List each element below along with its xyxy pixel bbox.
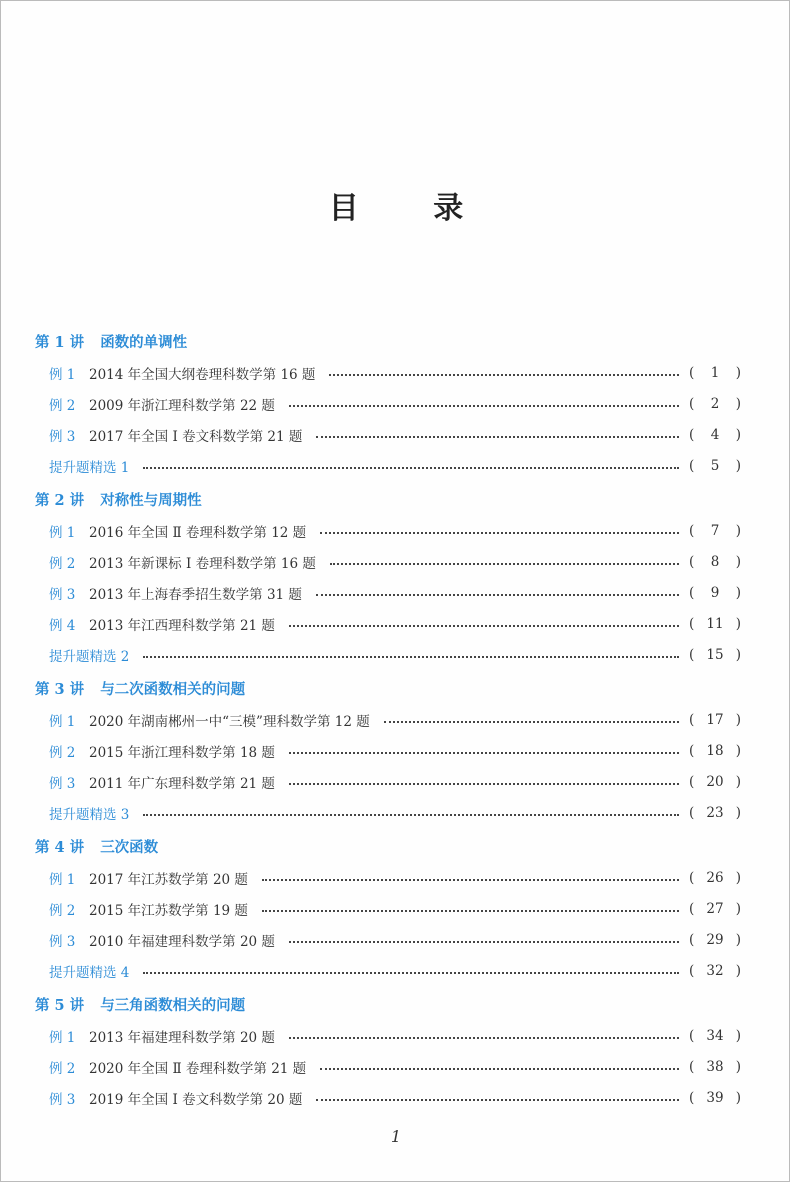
entry-title: 2015 年浙江理科数学第 18 题 [89, 745, 275, 761]
entry-page [689, 647, 741, 663]
chapter-number: 第 3 讲 [35, 681, 85, 698]
entry-page [689, 774, 741, 790]
paren-close: ) [735, 774, 741, 790]
entry-title: 2010 年福建理科数学第 20 题 [89, 934, 275, 950]
toc-entry-example[interactable] [49, 741, 741, 761]
page-ref: 27 [706, 901, 724, 917]
paren-close: ) [735, 523, 741, 539]
page-ref: 4 [710, 427, 720, 443]
dot-leader [289, 624, 679, 627]
entry-page [689, 458, 741, 474]
chapter-name: 与二次函数相关的问题 [100, 681, 246, 698]
page-ref: 26 [706, 870, 724, 886]
toc-entry-example[interactable] [49, 394, 741, 414]
toc-entry-example[interactable] [49, 552, 741, 572]
page-ref: 7 [710, 523, 720, 539]
chapter-name: 对称性与周期性 [100, 492, 202, 509]
entry-title: 提升题精选 1 [49, 460, 130, 476]
dot-leader [384, 720, 679, 723]
paren-open: ( [689, 1028, 695, 1044]
chapter-number: 第 5 讲 [35, 997, 85, 1014]
page-ref: 15 [706, 647, 724, 663]
entry-title: 2009 年浙江理科数学第 22 题 [89, 398, 275, 414]
entry-page [689, 805, 741, 821]
dot-leader [143, 813, 679, 816]
chapter-number: 第 4 讲 [35, 839, 85, 856]
toc-entry-example[interactable] [49, 1026, 741, 1046]
page-ref: 39 [706, 1090, 724, 1106]
toc-entry-example[interactable] [49, 1088, 741, 1108]
dot-leader [316, 593, 679, 596]
toc-entry-example[interactable] [49, 363, 741, 383]
entry-title: 2013 年上海春季招生数学第 31 题 [89, 587, 302, 603]
entry-title: 2019 年全国 Ⅰ 卷文科数学第 20 题 [89, 1092, 303, 1108]
paren-open: ( [689, 932, 695, 948]
entry-title: 2016 年全国 Ⅱ 卷理科数学第 12 题 [89, 525, 307, 541]
example-label: 例 1 [49, 1030, 76, 1046]
dot-leader [262, 909, 679, 912]
paren-open: ( [689, 458, 695, 474]
paren-close: ) [735, 712, 741, 728]
paren-close: ) [735, 365, 741, 381]
dot-leader [143, 655, 679, 658]
paren-close: ) [735, 616, 741, 632]
page-ref: 9 [710, 585, 720, 601]
paren-open: ( [689, 743, 695, 759]
entry-page [689, 932, 741, 948]
chapter-heading [35, 489, 202, 510]
paren-open: ( [689, 870, 695, 886]
example-label: 例 3 [49, 1092, 76, 1108]
example-label: 例 3 [49, 587, 76, 603]
paren-open: ( [689, 616, 695, 632]
example-label: 例 2 [49, 556, 76, 572]
entry-page [689, 365, 741, 381]
toc-entry-example[interactable] [49, 425, 741, 445]
dot-leader [316, 1098, 679, 1101]
paren-close: ) [735, 647, 741, 663]
entry-page [689, 396, 741, 412]
toc-entry-example[interactable] [49, 899, 741, 919]
toc-entry-example[interactable] [49, 930, 741, 950]
entry-title: 2017 年全国 Ⅰ 卷文科数学第 21 题 [89, 429, 303, 445]
page-ref: 1 [710, 365, 720, 381]
page-ref: 34 [706, 1028, 724, 1044]
page-ref: 2 [710, 396, 720, 412]
toc-entry-example[interactable] [49, 614, 741, 634]
dot-leader [289, 1036, 679, 1039]
entry-page [689, 1059, 741, 1075]
entry-title: 2020 年全国 Ⅱ 卷理科数学第 21 题 [89, 1061, 307, 1077]
entry-title: 2014 年全国大纲卷理科数学第 16 题 [89, 367, 316, 383]
chapter-heading [35, 836, 158, 857]
entry-page [689, 427, 741, 443]
paren-close: ) [735, 963, 741, 979]
entry-title: 2011 年广东理科数学第 21 题 [89, 776, 275, 792]
dot-leader [143, 971, 679, 974]
toc-entry-practice[interactable] [49, 456, 741, 476]
dot-leader [289, 782, 679, 785]
paren-close: ) [735, 458, 741, 474]
entry-title: 2020 年湖南郴州一中“三模”理科数学第 12 题 [89, 714, 370, 730]
toc-entry-example[interactable] [49, 868, 741, 888]
page-ref: 18 [706, 743, 724, 759]
paren-open: ( [689, 712, 695, 728]
example-label: 例 2 [49, 1061, 76, 1077]
example-label: 例 3 [49, 429, 76, 445]
page-ref: 38 [706, 1059, 724, 1075]
paren-open: ( [689, 1090, 695, 1106]
example-label: 例 1 [49, 525, 76, 541]
toc-entry-example[interactable] [49, 772, 741, 792]
dot-leader [316, 435, 679, 438]
chapter-heading [35, 331, 187, 352]
paren-close: ) [735, 1090, 741, 1106]
toc-entry-example[interactable] [49, 521, 741, 541]
paren-close: ) [735, 743, 741, 759]
example-label: 例 4 [49, 618, 76, 634]
example-label: 例 2 [49, 398, 76, 414]
entry-page [689, 554, 741, 570]
entry-page [689, 963, 741, 979]
dot-leader [289, 940, 679, 943]
example-label: 例 1 [49, 872, 76, 888]
paren-open: ( [689, 396, 695, 412]
entry-page [689, 1090, 741, 1106]
toc-entry-practice[interactable] [49, 961, 741, 981]
entry-title: 提升题精选 4 [49, 965, 130, 981]
example-label: 例 2 [49, 903, 76, 919]
paren-close: ) [735, 585, 741, 601]
entry-page [689, 870, 741, 886]
entry-title: 2013 年福建理科数学第 20 题 [89, 1030, 275, 1046]
page-ref: 32 [706, 963, 724, 979]
page-ref: 23 [706, 805, 724, 821]
paren-close: ) [735, 805, 741, 821]
entry-title: 2013 年江西理科数学第 21 题 [89, 618, 275, 634]
toc-entry-practice[interactable] [49, 645, 741, 665]
entry-title: 2015 年江苏数学第 19 题 [89, 903, 248, 919]
chapter-name: 与三角函数相关的问题 [100, 997, 246, 1014]
page-ref: 20 [706, 774, 724, 790]
toc-entry-practice[interactable] [49, 803, 741, 823]
example-label: 例 3 [49, 776, 76, 792]
paren-open: ( [689, 647, 695, 663]
chapter-name: 函数的单调性 [100, 334, 188, 351]
chapter-heading [35, 678, 245, 699]
paren-close: ) [735, 554, 741, 570]
page-number: 1 [390, 1127, 402, 1146]
dot-leader [329, 373, 679, 376]
page-ref: 11 [706, 616, 724, 632]
entry-page [689, 901, 741, 917]
toc-entry-example[interactable] [49, 583, 741, 603]
entry-page [689, 585, 741, 601]
paren-open: ( [689, 554, 695, 570]
entry-page [689, 743, 741, 759]
page-ref: 17 [706, 712, 724, 728]
page-ref: 5 [710, 458, 720, 474]
paren-close: ) [735, 396, 741, 412]
dot-leader [289, 751, 679, 754]
example-label: 例 2 [49, 745, 76, 761]
chapter-number: 第 1 讲 [35, 334, 85, 351]
toc-entry-example[interactable] [49, 1057, 741, 1077]
entry-page [689, 712, 741, 728]
paren-open: ( [689, 1059, 695, 1075]
example-label: 例 1 [49, 367, 76, 383]
paren-open: ( [689, 523, 695, 539]
entry-page [689, 1028, 741, 1044]
example-label: 例 3 [49, 934, 76, 950]
dot-leader [320, 531, 679, 534]
paren-close: ) [735, 870, 741, 886]
paren-close: ) [735, 427, 741, 443]
dot-leader [289, 404, 679, 407]
entry-title: 提升题精选 3 [49, 807, 130, 823]
entry-title: 2013 年新课标 Ⅰ 卷理科数学第 16 题 [89, 556, 316, 572]
paren-open: ( [689, 427, 695, 443]
paren-open: ( [689, 774, 695, 790]
entry-title: 2017 年江苏数学第 20 题 [89, 872, 248, 888]
toc-entry-example[interactable] [49, 710, 741, 730]
example-label: 例 1 [49, 714, 76, 730]
paren-close: ) [735, 1028, 741, 1044]
paren-open: ( [689, 805, 695, 821]
paren-open: ( [689, 365, 695, 381]
entry-page [689, 616, 741, 632]
paren-close: ) [735, 1059, 741, 1075]
page-ref: 8 [710, 554, 720, 570]
paren-open: ( [689, 963, 695, 979]
dot-leader [320, 1067, 679, 1070]
paren-close: ) [735, 901, 741, 917]
entry-page [689, 523, 741, 539]
chapter-heading [35, 994, 245, 1015]
dot-leader [262, 878, 679, 881]
entry-title: 提升题精选 2 [49, 649, 130, 665]
page-ref: 29 [706, 932, 724, 948]
page-title: 目 录 [328, 191, 496, 226]
chapter-number: 第 2 讲 [35, 492, 85, 509]
paren-open: ( [689, 585, 695, 601]
paren-close: ) [735, 932, 741, 948]
dot-leader [330, 562, 679, 565]
paren-open: ( [689, 901, 695, 917]
chapter-name: 三次函数 [100, 839, 159, 856]
dot-leader [143, 466, 679, 469]
